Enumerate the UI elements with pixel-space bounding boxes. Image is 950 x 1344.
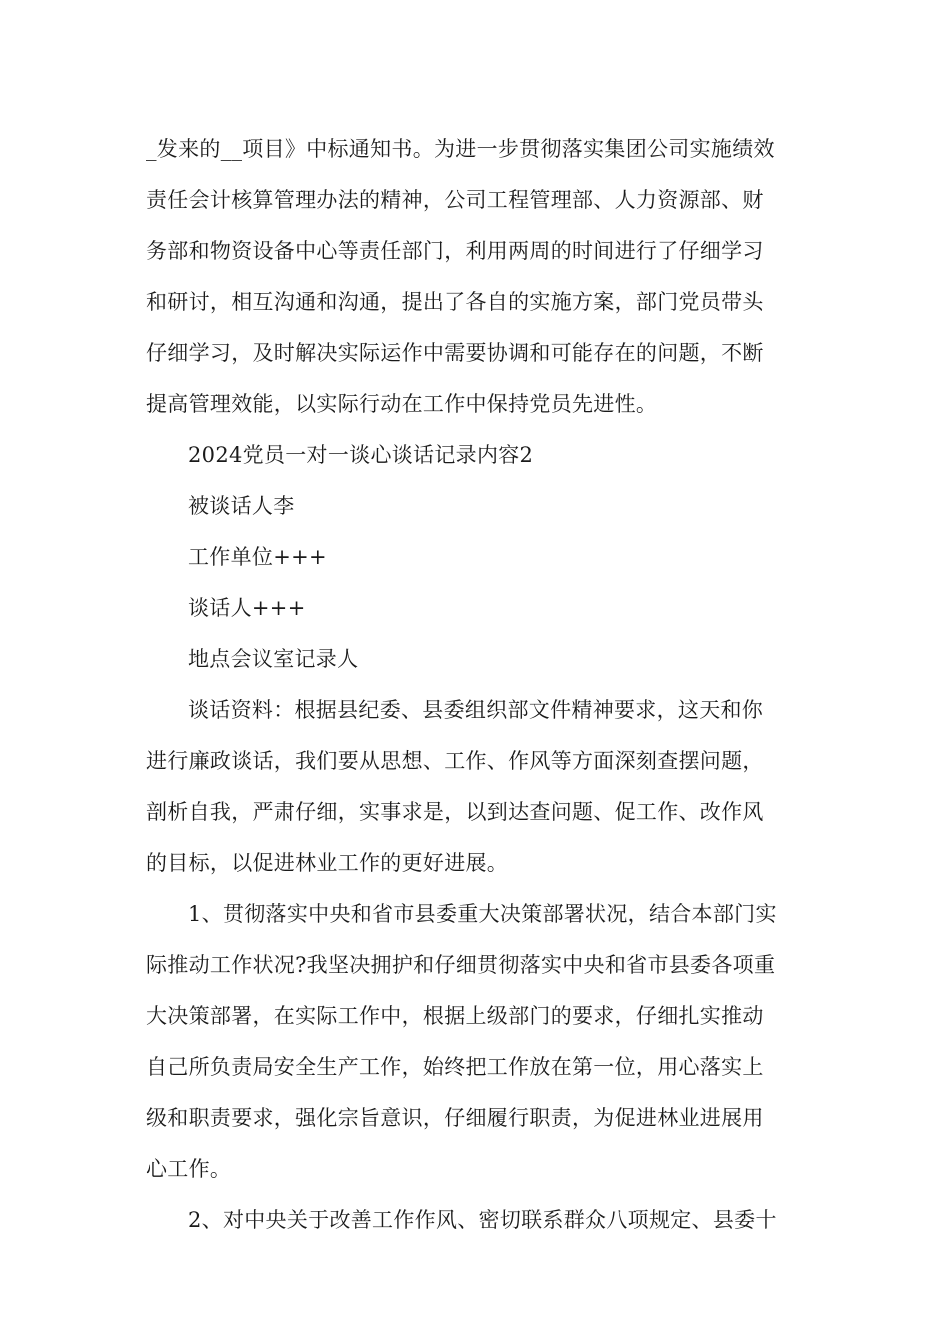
paragraph-2-line: 进行廉政谈话，我们要从思想、工作、作风等方面深刻查摆问题， [146, 749, 764, 773]
paragraph-4 [146, 1195, 806, 1246]
paragraph-1-line: 务部和物资设备中心等责任部门，利用两周的时间进行了仔细学习 [146, 239, 764, 263]
work-unit-field: 工作单位+++ [188, 545, 327, 569]
paragraph-3-line: 1、贯彻落实中央和省市县委重大决策部署状况，结合本部门实 [188, 902, 777, 926]
location-recorder-field: 地点会议室记录人 [188, 647, 359, 671]
paragraph-1-line: _发来的__项目》中标通知书。为进一步贯彻落实集团公司实施绩效 [146, 137, 775, 161]
paragraph-2-line: 的目标，以促进林业工作的更好进展。 [146, 851, 509, 875]
paragraph-1-line: 提高管理效能，以实际行动在工作中保持党员先进性。 [146, 392, 658, 416]
paragraph-1-line: 和研讨，相互沟通和沟通，提出了各自的实施方案，部门党员带头 [146, 290, 764, 314]
paragraph-3-line: 大决策部署，在实际工作中，根据上级部门的要求，仔细扎实推动 [146, 1004, 764, 1028]
paragraph-4-line: 2、对中央关于改善工作作风、密切联系群众八项规定、县委十 [188, 1208, 777, 1232]
interviewee-field: 被谈话人李 [188, 494, 295, 518]
paragraph-3-line: 心工作。 [146, 1157, 232, 1181]
paragraph-2-line: 谈话资料：根据县纪委、县委组织部文件精神要求，这天和你 [188, 698, 764, 722]
record-header [146, 430, 806, 685]
interviewer-field: 谈话人+++ [188, 596, 306, 620]
paragraph-3-line: 际推动工作状况?我坚决拥护和仔细贯彻落实中央和省市县委各项重 [146, 953, 776, 977]
paragraph-3 [146, 889, 806, 1195]
paragraph-3-line: 级和职责要求，强化宗旨意识，仔细履行职责，为促进林业进展用 [146, 1106, 764, 1130]
section-title: 2024党员一对一谈心谈话记录内容2 [188, 443, 534, 467]
paragraph-3-line: 自己所负责局安全生产工作，始终把工作放在第一位，用心落实上 [146, 1055, 764, 1079]
paragraph-1-line: 仔细学习，及时解决实际运作中需要协调和可能存在的问题，不断 [146, 341, 764, 365]
paragraph-2 [146, 685, 806, 889]
paragraph-1-line: 责任会计核算管理办法的精神，公司工程管理部、人力资源部、财 [146, 188, 764, 212]
paragraph-1 [146, 124, 806, 430]
paragraph-2-line: 剖析自我，严肃仔细，实事求是，以到达查问题、促工作、改作风 [146, 800, 764, 824]
